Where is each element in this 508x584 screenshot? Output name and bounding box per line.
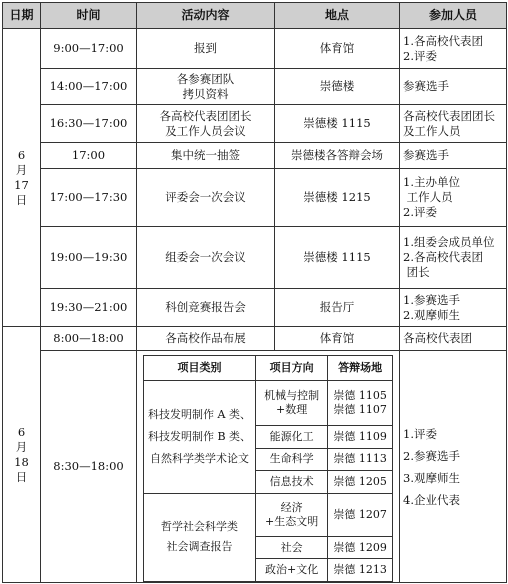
table-row [3, 327, 507, 351]
location-cell: 崇德楼 [275, 69, 400, 105]
participants-text: 1.组委会成员单位 2.各高校代表团 团长 [403, 235, 495, 279]
activity-cell: 报到 [137, 29, 275, 69]
breakdown-cell [137, 351, 400, 583]
participants-cell: 参赛选手 [400, 143, 507, 169]
activity-cell: 各高校作品布展 [137, 327, 275, 351]
venue-breakdown-table [143, 355, 393, 582]
table-row [3, 69, 507, 105]
header-time: 时间 [41, 3, 137, 29]
location-cell: 崇德楼 1215 [275, 169, 400, 227]
time-cell: 17:00—17:30 [41, 169, 137, 227]
activity-text: 各参赛团队 拷贝资料 [176, 71, 235, 101]
header-participants: 参加人员 [400, 3, 507, 29]
inner-row [144, 493, 393, 536]
time-cell: 14:00—17:00 [41, 69, 137, 105]
date-text: 6 月 18 日 [14, 424, 29, 484]
direction-cell: 信息技术 [256, 471, 328, 494]
activity-cell: 集中统一抽签 [137, 143, 275, 169]
header-row [3, 3, 507, 29]
table-row [3, 227, 507, 289]
category-text: 科技发明制作 A 类、 科技发明制作 B 类、 自然科学类学术论文 [147, 407, 252, 465]
venue-cell: 崇德 1109 [328, 426, 393, 449]
participants-cell [400, 105, 507, 143]
venue-cell: 崇德 1207 [328, 493, 393, 536]
table-row [3, 351, 507, 583]
direction-cell [256, 493, 328, 536]
header-activity: 活动内容 [137, 3, 275, 29]
venue-cell [328, 380, 393, 425]
activity-cell: 评委会一次会议 [137, 169, 275, 227]
venue-cell: 崇德 1213 [328, 559, 393, 582]
category-cell [144, 493, 256, 581]
location-cell: 报告厅 [275, 289, 400, 327]
venue-text: 崇德 1105 崇德 1107 [333, 388, 387, 416]
participants-text: 1.各高校代表团 2.评委 [403, 33, 483, 63]
location-cell: 崇德楼 1115 [275, 105, 400, 143]
table-row [3, 29, 507, 69]
table-row [3, 143, 507, 169]
category-cell [144, 380, 256, 493]
activity-cell: 组委会一次会议 [137, 227, 275, 289]
activity-cell [137, 69, 275, 105]
table-row [3, 289, 507, 327]
direction-cell: 社会 [256, 536, 328, 559]
activity-cell [137, 105, 275, 143]
inner-header-row [144, 356, 393, 381]
inner-row [144, 380, 393, 425]
participants-text: 1.主办单位 工作人员 2.评委 [403, 175, 460, 219]
category-text: 哲学社会科学类 社会调查报告 [161, 520, 239, 554]
participants-text: 各高校代表团团长 及工作人员 [403, 108, 495, 138]
location-cell: 崇德楼各答辩会场 [275, 143, 400, 169]
time-cell: 19:30—21:00 [41, 289, 137, 327]
inner-header-direction: 项目方向 [256, 356, 328, 381]
activity-cell: 科创竞赛报告会 [137, 289, 275, 327]
venue-cell: 崇德 1205 [328, 471, 393, 494]
date-text: 6 月 17 日 [14, 147, 29, 207]
direction-text: 机械与控制 +数理 [264, 388, 320, 416]
participants-cell [400, 351, 507, 583]
schedule-table [2, 2, 507, 583]
location-cell: 体育馆 [275, 29, 400, 69]
direction-cell: 政治+文化 [256, 559, 328, 582]
time-cell: 8:00—18:00 [41, 327, 137, 351]
time-cell: 9:00—17:00 [41, 29, 137, 69]
time-cell: 19:00—19:30 [41, 227, 137, 289]
time-cell: 16:30—17:00 [41, 105, 137, 143]
direction-cell [256, 380, 328, 425]
header-location: 地点 [275, 3, 400, 29]
direction-cell: 生命科学 [256, 448, 328, 471]
date-cell-18 [3, 327, 41, 583]
time-cell: 8:30—18:00 [41, 351, 137, 583]
inner-header-category: 项目类别 [144, 356, 256, 381]
location-cell: 体育馆 [275, 327, 400, 351]
location-cell: 崇德楼 1115 [275, 227, 400, 289]
date-cell-17 [3, 29, 41, 327]
participants-cell [400, 169, 507, 227]
direction-text: 经济 +生态文明 [265, 500, 319, 528]
participants-text: 1.评委 2.参赛选手 3.观摩师生 4.企业代表 [403, 426, 460, 507]
venue-cell: 崇德 1113 [328, 448, 393, 471]
direction-cell: 能源化工 [256, 426, 328, 449]
inner-header-venue: 答辩场地 [328, 356, 393, 381]
participants-cell [400, 289, 507, 327]
venue-cell: 崇德 1209 [328, 536, 393, 559]
table-row [3, 105, 507, 143]
participants-cell [400, 29, 507, 69]
participants-text: 1.参赛选手 2.观摩师生 [403, 292, 460, 322]
header-date: 日期 [3, 3, 41, 29]
table-row [3, 169, 507, 227]
participants-cell [400, 227, 507, 289]
time-cell: 17:00 [41, 143, 137, 169]
activity-text: 各高校代表团团长 及工作人员会议 [159, 108, 252, 138]
participants-cell: 各高校代表团 [400, 327, 507, 351]
participants-cell: 参赛选手 [400, 69, 507, 105]
